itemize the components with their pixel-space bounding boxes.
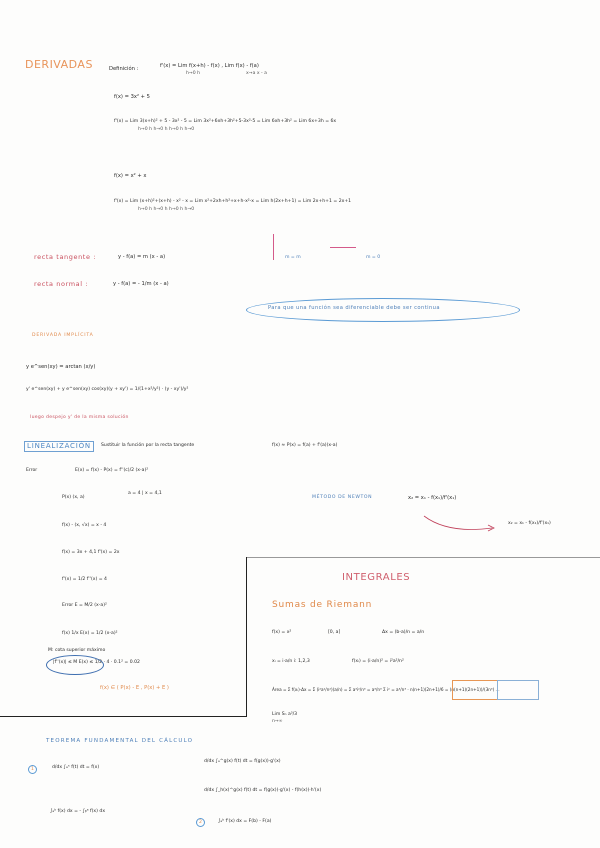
differentiable-note: Para que una función sea diferenciable debe ser continua (268, 305, 440, 311)
riemann-xi: xᵢ = i·a/n i: 1,2,3 (272, 659, 310, 664)
lin-interval: f(x) ∈ ( P(x) - E , P(x) + E ) (100, 685, 169, 691)
riemann-title: Sumas de Riemann (272, 600, 373, 610)
newton-label: MÉTODO DE NEWTON (312, 495, 373, 500)
section-divider-horizontal (0, 716, 247, 717)
lin-step-1: P(x) (x, a) (62, 495, 85, 500)
lin-step-3: f(x) = 3x + 4,1 f'(x) = 2x (62, 550, 120, 555)
tfc-formula-1: d/dx ∫ₐˣ f(t) dt = f(x) (52, 765, 100, 770)
implicita-equation-1: y e^sen(xy) = arctan (x/y) (26, 364, 96, 370)
cota-note: M: cota superior máximo (48, 648, 106, 653)
tfc-number-1: 1 (28, 765, 37, 774)
graph-label-2: m = 0 (366, 255, 381, 260)
recta-normal-label: recta normal : (34, 280, 89, 288)
newton-formula-2: x₂ = x₁ - f(x₁)/f'(x₁) (508, 521, 551, 526)
section-divider-top (247, 557, 600, 558)
riemann-function: f(x) = x² (272, 630, 292, 635)
derivadas-title: DERIVADAS (25, 58, 93, 71)
recta-normal-formula: y - f(a) = - 1/m (x - a) (113, 281, 169, 287)
graph-label-1: m = m (285, 255, 301, 260)
tfc-formula-3: d/dx ∫_h(x)^g(x) f(t) dt = f(g(x))·g'(x) - f(h(x))·h'(x) (204, 788, 322, 793)
linealizacion-formula: f(x) ≈ P(x) = f(a) + f'(a)(x-a) (272, 443, 338, 448)
example2-subscripts: h→0 h h→0 h h→0 h h→0 (138, 207, 195, 212)
recta-tangente-label: recta tangente : (34, 253, 96, 261)
vertical-tangent-line (273, 234, 274, 260)
example2-function: f(x) = x² + x (114, 173, 147, 179)
lin-step-1-note: a = 4 | x = 4,1 (128, 491, 162, 496)
example2-derivative: f'(x) = Lim (x+h)²+(x+h) - x² - x = Lim x²+2xh+h²+x+h-x²-x = Lim h(2x+h+1) = Lim 2x+h+1 = 2x+1 (114, 199, 352, 204)
definicion-subscript-1: h→0 h (186, 71, 201, 76)
riemann-interval: [0, a] (328, 630, 341, 635)
definicion-subscript-2: x→a x - a (246, 71, 267, 76)
implicita-note: luego despejo y' de la misma solución (30, 415, 129, 420)
integrales-title: INTEGRALES (342, 572, 411, 583)
linealizacion-description: Sustituir la función por la recta tangente (101, 443, 195, 448)
implicita-title: DERIVADA IMPLÍCITA (32, 333, 94, 338)
lin-step-2: f(x) - (x, √x) = x - 4 (62, 523, 107, 528)
riemann-area: Área = Σ f(xᵢ)·Δx = Σ (i²a²/n²)(a/n) = Σ a³i²/n³ = a³/n³ Σ i² = a³/n³ · n(n+1)(2n+1)/6 = (n(n+1)(2n+1))/(3n³) ... (272, 687, 500, 692)
error-formula: E(x) = f(x) - P(x) = f''(c)/2 (x-a)² (75, 468, 149, 473)
recta-tangente-formula: y - f(a) = m (x - a) (118, 254, 166, 260)
newton-formula: x₂ = x₁ - f(x₁)/f'(x₁) (408, 495, 457, 501)
horizontal-tangent-line (330, 247, 356, 248)
example1-derivative: f'(x) = Lim 3(x+h)² + 5 - 3x² - 5 = Lim 3x²+6xh+3h²+5-3x²-5 = Lim 6xh+3h² = Lim 6x+3h = 6x (114, 119, 337, 124)
example1-subscripts: h→0 h h→0 h h→0 h h→0 (138, 127, 195, 132)
section-divider-vertical (246, 557, 247, 717)
tfc-formula-5: ∫ₐᵇ f'(x) dx = F(b) - F(a) (218, 819, 272, 824)
riemann-limit: Lim Sₙ a³/3 (272, 712, 298, 717)
lin-step-7: |f''(x)| ≤ M E(x) ≤ 1/2 · 4 · 0.1² = 0.02 (53, 660, 140, 665)
riemann-delta: Δx = (b-a)/n = a/n (382, 630, 425, 635)
tfc-formula-2: d/dx ∫ₐ^g(x) f(t) dt = f(g(x))·g'(x) (204, 759, 281, 764)
riemann-fxi: f(xᵢ) = (i·a/n)² = i²a²/n² (352, 659, 404, 664)
lin-step-4: f'(x) = 1/2 f''(x) = 4 (62, 577, 107, 582)
riemann-result-box (497, 680, 539, 700)
riemann-sum-box (452, 680, 498, 700)
lin-step-5: Error E = M/2 (x-a)² (62, 603, 107, 608)
error-label: Error (26, 468, 38, 473)
newton-arrow (420, 512, 500, 534)
example1-function: f(x) = 3x² + 5 (114, 94, 150, 100)
tfc-number-2: 2 (196, 818, 205, 827)
riemann-limit-sub: n→∞ (272, 719, 283, 724)
implicita-equation-2: y' e^sen(xy) + y e^sen(xy) cos(xy)(y + xy') = 1/(1+x²/y²) · (y - xy')/y² (26, 387, 189, 392)
linealizacion-title: LINEALIZACIÓN (24, 441, 94, 452)
tfc-formula-4: ∫ₐᵇ f(x) dx = - ∫ᵦᵃ f(x) dx (50, 809, 106, 814)
lin-step-6: f(x) 1/x E(x) = 1/2 (x-a)² (62, 631, 118, 636)
definicion-label: Definición : (109, 66, 139, 72)
definicion-formula: f'(x) = Lim f(x+h) - f(x) , Lim f(x) - f(a) (160, 63, 259, 69)
tfc-title: TEOREMA FUNDAMENTAL DEL CÁLCULO (46, 738, 194, 744)
